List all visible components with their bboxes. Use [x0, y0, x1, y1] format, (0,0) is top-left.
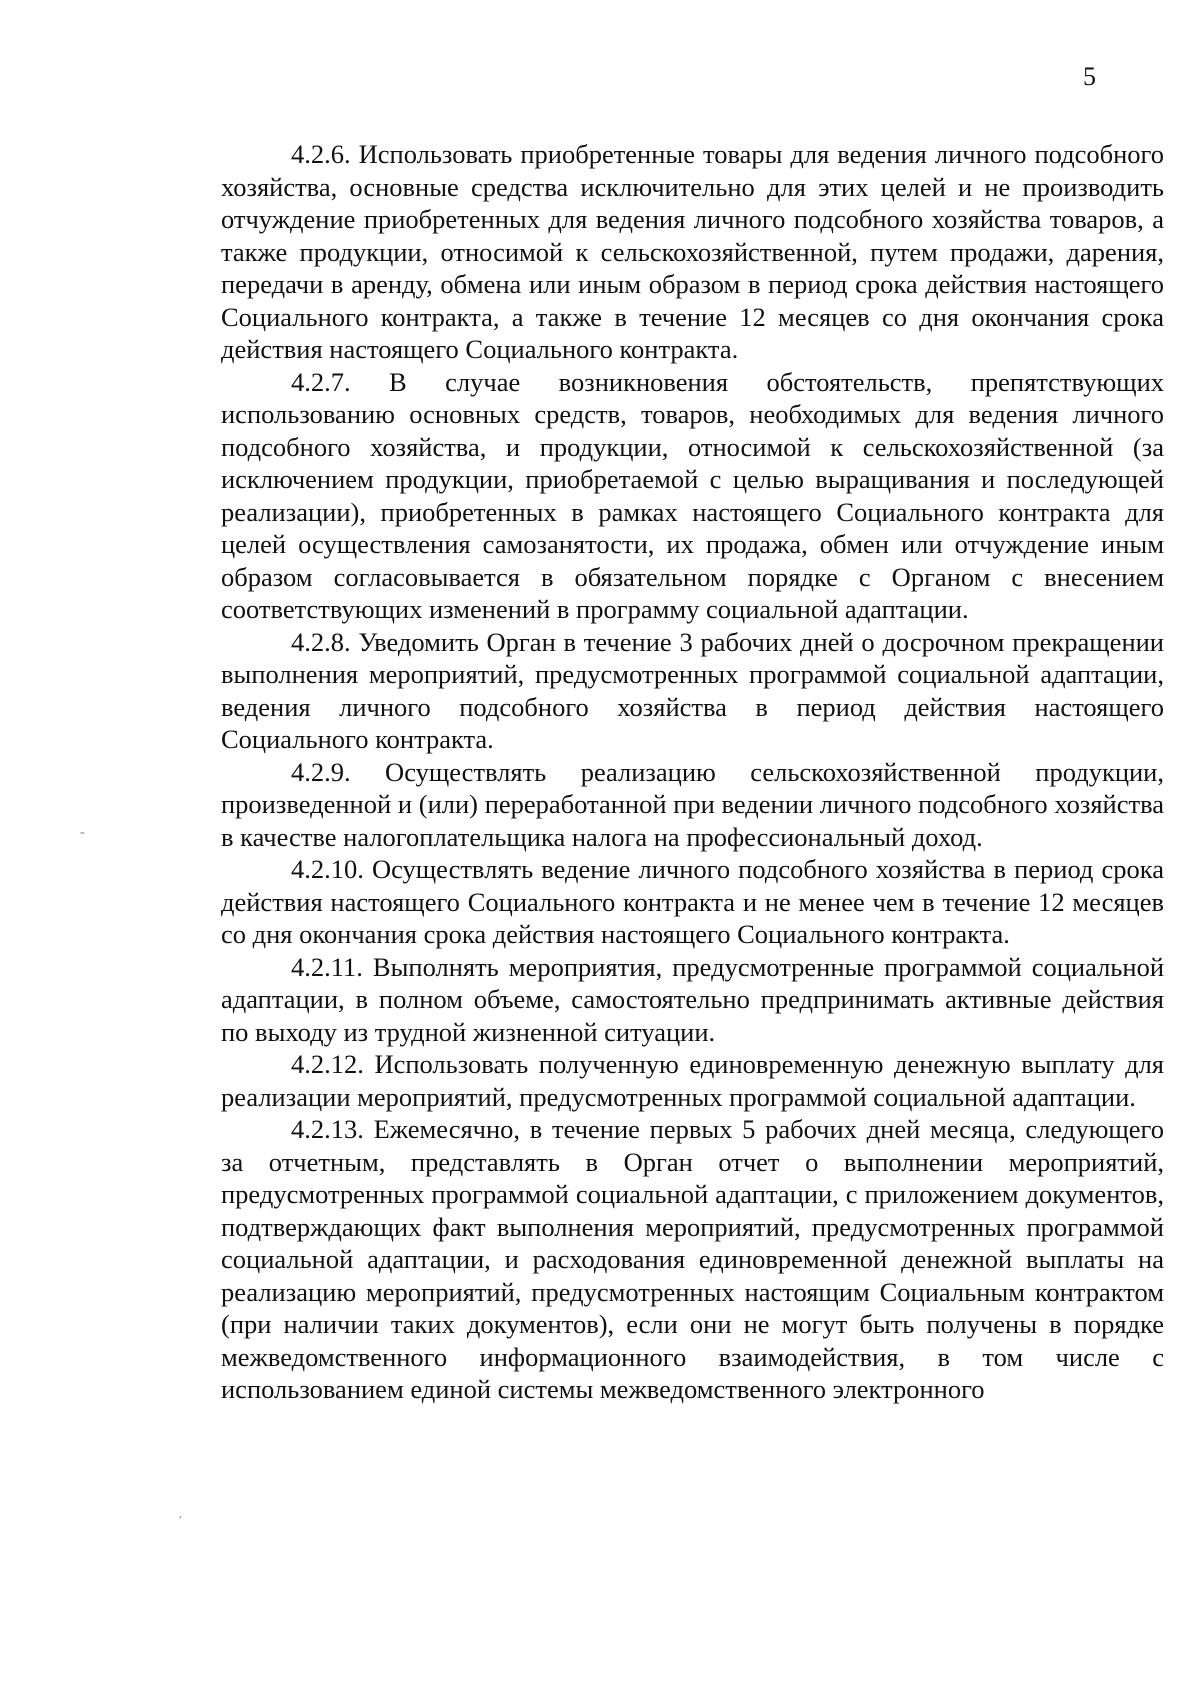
clause-4-2-13: 4.2.13. Ежемесячно, в течение первых 5 рабочих дней месяца, следующего за отчетным, представлять в Орган отчет о выполнении мероприятий, предусмотренных программой социальной адаптации, с приложением документов, подтверждающих факт выполнения мероприятий, предусмотренных программой социальной адаптации, и расходования единовременной денежной выплаты на реализацию мероприятий, предусмотренных настоящим Социальным контрактом (при наличии таких документов), если они не могут быть получены в порядке межведомственного информационного взаимодействия, в том числе с использованием единой системы межведомственного электронного — [221, 1114, 1164, 1404]
clause-4-2-9: 4.2.9. Осуществлять реализацию сельскохозяйственной продукции, произведенной и (или) переработанной при ведении личного подсобного хозяйства в качестве налогоплательщика налога на профессиональный доход. — [221, 756, 1164, 852]
page-number: 5 — [1083, 62, 1096, 91]
scan-mark-dot: · — [178, 1511, 183, 1526]
document-body — [221, 138, 1164, 1406]
clause-4-2-10: 4.2.10. Осуществлять ведение личного подсобного хозяйства в период срока действия настоящего Социального контракта и не менее чем в течение 12 месяцев со дня окончания срока действия настоящего Социального контракта. — [221, 854, 1164, 949]
clause-4-2-8: 4.2.8. Уведомить Орган в течение 3 рабочих дней о досрочном прекращении выполнения мероприятий, предусмотренных программой социальной адаптации, ведения личного подсобного хозяйства в период действия настоящего Социального контракта. — [221, 626, 1164, 754]
clause-4-2-11: 4.2.11. Выполнять мероприятия, предусмотренные программой социальной адаптации, в полном объеме, самостоятельно предпринимать активные действия по выходу из трудной жизненной ситуации. — [221, 951, 1164, 1047]
clause-4-2-12: 4.2.12. Использовать полученную единовременную денежную выплату для реализации мероприятий, предусмотренных программой социальной адаптации. — [221, 1049, 1164, 1112]
clause-4-2-6: 4.2.6. Использовать приобретенные товары для ведения личного подсобного хозяйства, основные средства исключительно для этих целей и не производить отчуждение приобретенных для ведения личного подсобного хозяйства товаров, а также продукции, относимой к сельскохозяйственной, путем продажи, дарения, передачи в аренду, обмена или иным образом в период срока действия настоящего Социального контракта, а также в течение 12 месяцев со дня окончания срока действия настоящего Социального контракта. — [221, 139, 1164, 364]
clause-4-2-7: 4.2.7. В случае возникновения обстоятельств, препятствующих использованию основных средств, товаров, необходимых для ведения личного подсобного хозяйства, и продукции, относимой к сельскохозяйственной (за исключением продукции, приобретаемой с целью выращивания и последующей реализации), приобретенных в рамках настоящего Социального контракта для целей осуществления самозанятости, их продажа, обмен или отчуждение иным образом согласовывается в обязательном порядке с Органом с внесением соответствующих изменений в программу социальной адаптации. — [221, 366, 1164, 624]
scan-mark-dot: - — [80, 825, 85, 840]
